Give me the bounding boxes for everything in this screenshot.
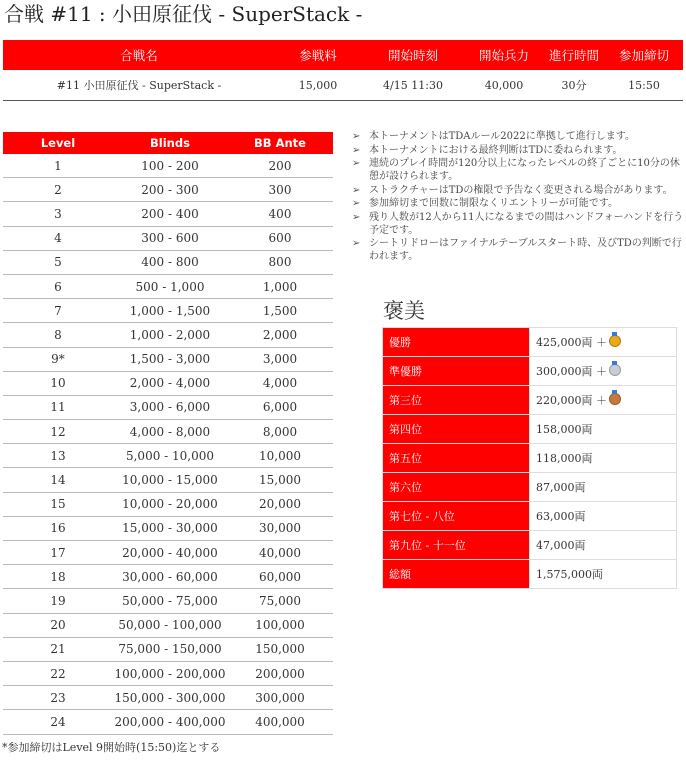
blinds-row xyxy=(3,395,333,419)
blinds-row xyxy=(3,468,333,492)
arrow-bullet-icon: ➢ xyxy=(352,158,361,169)
blinds-header-row xyxy=(3,132,333,154)
blinds-cell-blinds: 100,000 - 200,000 xyxy=(113,661,227,685)
prize-rank: 総額 xyxy=(383,560,530,589)
blinds-cell-level: 7 xyxy=(3,299,113,323)
blinds-row xyxy=(3,541,333,565)
blinds-cell-blinds: 1,500 - 3,000 xyxy=(113,347,227,371)
blinds-cell-level: 10 xyxy=(3,371,113,395)
prize-row xyxy=(383,386,677,415)
note-text: 本トーナメントにおける最終判断はTDに委ねられます。 xyxy=(369,144,623,156)
summary-header-level-duration: 進行時間 xyxy=(543,40,605,70)
gold-medal-icon xyxy=(609,335,621,347)
prize-row xyxy=(383,357,677,386)
blinds-cell-blinds: 150,000 - 300,000 xyxy=(113,686,227,710)
summary-header-starting-stack: 開始兵力 xyxy=(465,40,543,70)
summary-cell-starting-stack: 40,000 xyxy=(465,70,543,101)
blinds-cell-level: 13 xyxy=(3,444,113,468)
page-title: 合戦 #11 : 小田原征伐 - SuperStack - xyxy=(4,2,363,26)
blinds-cell-ante: 150,000 xyxy=(227,637,333,661)
blinds-cell-ante: 2,000 xyxy=(227,323,333,347)
blinds-cell-ante: 6,000 xyxy=(227,395,333,419)
blinds-cell-level: 21 xyxy=(3,637,113,661)
tournament-notes xyxy=(352,130,686,264)
blinds-cell-ante: 400 xyxy=(227,202,333,226)
blinds-cell-ante: 20,000 xyxy=(227,492,333,516)
prize-amount-cell xyxy=(530,357,677,386)
blinds-cell-level: 23 xyxy=(3,686,113,710)
note-text: 残り人数が12人から11人になるまでの間はハンドフォーハンドを行う予定です。 xyxy=(369,211,684,236)
blinds-row xyxy=(3,323,333,347)
prize-rank: 第三位 xyxy=(383,386,530,415)
blinds-cell-level: 5 xyxy=(3,250,113,274)
prize-amount: 47,000両 xyxy=(536,539,586,552)
blinds-row xyxy=(3,250,333,274)
prize-row xyxy=(383,328,677,357)
blinds-row xyxy=(3,202,333,226)
note-item xyxy=(352,144,686,157)
blinds-cell-blinds: 1,000 - 2,000 xyxy=(113,323,227,347)
prize-rank: 準優勝 xyxy=(383,357,530,386)
blinds-cell-level: 20 xyxy=(3,613,113,637)
summary-cell-start-time: 4/15 11:30 xyxy=(361,70,465,101)
blinds-cell-ante: 4,000 xyxy=(227,371,333,395)
note-text: 参加締切まで回数に制限なくリエントリーが可能です。 xyxy=(369,198,618,209)
blinds-row xyxy=(3,371,333,395)
blinds-cell-ante: 800 xyxy=(227,250,333,274)
blinds-header-level: Level xyxy=(3,132,113,154)
blinds-cell-ante: 200 xyxy=(227,154,333,178)
note-item xyxy=(352,237,686,263)
bronze-medal-icon xyxy=(609,393,621,405)
blinds-cell-blinds: 15,000 - 30,000 xyxy=(113,516,227,540)
blinds-cell-ante: 300,000 xyxy=(227,686,333,710)
summary-header-start-time: 開始時刻 xyxy=(361,40,465,70)
blinds-cell-ante: 200,000 xyxy=(227,661,333,685)
blinds-cell-ante: 1,500 xyxy=(227,299,333,323)
blinds-cell-blinds: 4,000 - 8,000 xyxy=(113,420,227,444)
blinds-cell-blinds: 300 - 600 xyxy=(113,226,227,250)
arrow-bullet-icon: ➢ xyxy=(352,131,361,142)
prize-amount: 300,000両 ＋ xyxy=(536,365,607,378)
note-text: ストラクチャーはTDの権限で予告なく変更される場合があります。 xyxy=(369,184,673,196)
arrow-bullet-icon: ➢ xyxy=(352,184,361,196)
blinds-row xyxy=(3,710,333,734)
late-registration-footnote: *参加締切はLevel 9開始時(15:50)迄とする xyxy=(2,741,221,754)
summary-cell-fee: 15,000 xyxy=(275,70,361,101)
blinds-cell-blinds: 100 - 200 xyxy=(113,154,227,178)
note-item xyxy=(352,157,686,183)
blinds-cell-ante: 40,000 xyxy=(227,541,333,565)
blinds-cell-blinds: 200 - 300 xyxy=(113,178,227,202)
blinds-cell-ante: 75,000 xyxy=(227,589,333,613)
prize-rank: 優勝 xyxy=(383,328,530,357)
prize-amount: 1,575,000両 xyxy=(536,568,603,581)
blinds-row xyxy=(3,565,333,589)
blinds-row xyxy=(3,589,333,613)
prize-rank: 第九位 - 十一位 xyxy=(383,531,530,560)
prize-rank: 第四位 xyxy=(383,415,530,444)
blinds-cell-blinds: 50,000 - 100,000 xyxy=(113,613,227,637)
summary-header-fee: 参戦料 xyxy=(275,40,361,70)
blinds-cell-level: 22 xyxy=(3,661,113,685)
blinds-cell-blinds: 2,000 - 4,000 xyxy=(113,371,227,395)
blinds-cell-ante: 400,000 xyxy=(227,710,333,734)
arrow-bullet-icon: ➢ xyxy=(352,144,361,156)
blinds-row xyxy=(3,226,333,250)
blinds-row xyxy=(3,444,333,468)
prize-row xyxy=(383,560,677,589)
prize-row xyxy=(383,444,677,473)
blinds-cell-level: 4 xyxy=(3,226,113,250)
blinds-cell-ante: 300 xyxy=(227,178,333,202)
summary-cell-late-reg: 15:50 xyxy=(605,70,683,101)
prize-amount-cell xyxy=(530,444,677,473)
blinds-cell-level: 1 xyxy=(3,154,113,178)
blinds-header-ante: BB Ante xyxy=(227,132,333,154)
blinds-cell-ante: 3,000 xyxy=(227,347,333,371)
prize-amount: 425,000両 ＋ xyxy=(536,336,607,349)
blinds-cell-ante: 100,000 xyxy=(227,613,333,637)
tournament-summary-table xyxy=(3,40,683,101)
blinds-row xyxy=(3,178,333,202)
blinds-cell-blinds: 5,000 - 10,000 xyxy=(113,444,227,468)
arrow-bullet-icon: ➢ xyxy=(352,238,361,249)
prize-amount-cell xyxy=(530,415,677,444)
prize-row xyxy=(383,502,677,531)
prize-row xyxy=(383,531,677,560)
blinds-row xyxy=(3,420,333,444)
blinds-row xyxy=(3,686,333,710)
prize-amount: 87,000両 xyxy=(536,481,586,494)
blinds-header-blinds: Blinds xyxy=(113,132,227,154)
prize-rank: 第七位 - 八位 xyxy=(383,502,530,531)
prize-amount-cell xyxy=(530,531,677,560)
summary-header-row xyxy=(3,40,683,70)
blinds-row xyxy=(3,637,333,661)
blinds-cell-ante: 10,000 xyxy=(227,444,333,468)
blinds-cell-blinds: 500 - 1,000 xyxy=(113,274,227,298)
blinds-row xyxy=(3,274,333,298)
summary-header-name: 合戦名 xyxy=(3,40,275,70)
prize-body xyxy=(383,328,677,589)
prize-table xyxy=(382,327,677,589)
blinds-cell-blinds: 400 - 800 xyxy=(113,250,227,274)
blinds-cell-blinds: 3,000 - 6,000 xyxy=(113,395,227,419)
arrow-bullet-icon: ➢ xyxy=(352,211,361,223)
note-text: 本トーナメントはTDAルール2022に準拠して進行します。 xyxy=(369,131,635,142)
blinds-cell-ante: 60,000 xyxy=(227,565,333,589)
blinds-body xyxy=(3,154,333,734)
blinds-cell-level: 11 xyxy=(3,395,113,419)
prize-amount-cell xyxy=(530,386,677,415)
blinds-cell-level: 8 xyxy=(3,323,113,347)
note-text: シートリドローはファイナルテーブルスタート時、及びTDの判断で行われます。 xyxy=(369,238,682,262)
blinds-cell-blinds: 30,000 - 60,000 xyxy=(113,565,227,589)
blinds-cell-level: 15 xyxy=(3,492,113,516)
blinds-cell-blinds: 200 - 400 xyxy=(113,202,227,226)
blinds-cell-level: 18 xyxy=(3,565,113,589)
blinds-cell-level: 2 xyxy=(3,178,113,202)
prize-amount-cell xyxy=(530,328,677,357)
prize-rank: 第六位 xyxy=(383,473,530,502)
prize-amount: 63,000両 xyxy=(536,510,586,523)
blinds-row xyxy=(3,613,333,637)
prize-amount-cell xyxy=(530,473,677,502)
prize-rank: 第五位 xyxy=(383,444,530,473)
blinds-cell-level: 9* xyxy=(3,347,113,371)
note-item xyxy=(352,211,686,237)
blinds-cell-blinds: 10,000 - 15,000 xyxy=(113,468,227,492)
blinds-cell-level: 6 xyxy=(3,274,113,298)
prize-row xyxy=(383,473,677,502)
blinds-structure-table xyxy=(3,132,333,735)
blinds-cell-ante: 600 xyxy=(227,226,333,250)
summary-cell-name: #11 小田原征伐 - SuperStack - xyxy=(3,70,275,101)
blinds-cell-ante: 15,000 xyxy=(227,468,333,492)
blinds-cell-level: 16 xyxy=(3,516,113,540)
blinds-row xyxy=(3,516,333,540)
blinds-cell-blinds: 20,000 - 40,000 xyxy=(113,541,227,565)
blinds-cell-blinds: 10,000 - 20,000 xyxy=(113,492,227,516)
summary-row xyxy=(3,70,683,101)
blinds-cell-level: 12 xyxy=(3,420,113,444)
prize-amount: 220,000両 ＋ xyxy=(536,394,607,407)
blinds-cell-level: 24 xyxy=(3,710,113,734)
blinds-cell-ante: 8,000 xyxy=(227,420,333,444)
prize-amount: 118,000両 xyxy=(536,452,593,465)
prize-amount: 158,000両 xyxy=(536,423,593,436)
blinds-cell-blinds: 1,000 - 1,500 xyxy=(113,299,227,323)
silver-medal-icon xyxy=(609,364,621,376)
note-text: 連続のプレイ時間が120分以上になったレベルの終了ごとに10分の休憩が設けられます。 xyxy=(369,158,680,182)
blinds-cell-blinds: 200,000 - 400,000 xyxy=(113,710,227,734)
blinds-cell-level: 3 xyxy=(3,202,113,226)
blinds-cell-level: 14 xyxy=(3,468,113,492)
blinds-row xyxy=(3,154,333,178)
blinds-row xyxy=(3,661,333,685)
summary-cell-level-duration: 30分 xyxy=(543,70,605,101)
note-item xyxy=(352,184,686,197)
prize-amount-cell xyxy=(530,502,677,531)
blinds-row xyxy=(3,299,333,323)
note-item xyxy=(352,197,686,210)
prize-title: 褒美 xyxy=(383,299,425,323)
arrow-bullet-icon: ➢ xyxy=(352,198,361,209)
blinds-cell-ante: 1,000 xyxy=(227,274,333,298)
blinds-cell-blinds: 75,000 - 150,000 xyxy=(113,637,227,661)
blinds-row xyxy=(3,492,333,516)
note-item xyxy=(352,130,686,143)
blinds-cell-blinds: 50,000 - 75,000 xyxy=(113,589,227,613)
prize-row xyxy=(383,415,677,444)
blinds-cell-level: 17 xyxy=(3,541,113,565)
blinds-row xyxy=(3,347,333,371)
blinds-cell-level: 19 xyxy=(3,589,113,613)
prize-amount-cell xyxy=(530,560,677,589)
blinds-cell-ante: 30,000 xyxy=(227,516,333,540)
summary-header-late-reg: 参加締切 xyxy=(605,40,683,70)
